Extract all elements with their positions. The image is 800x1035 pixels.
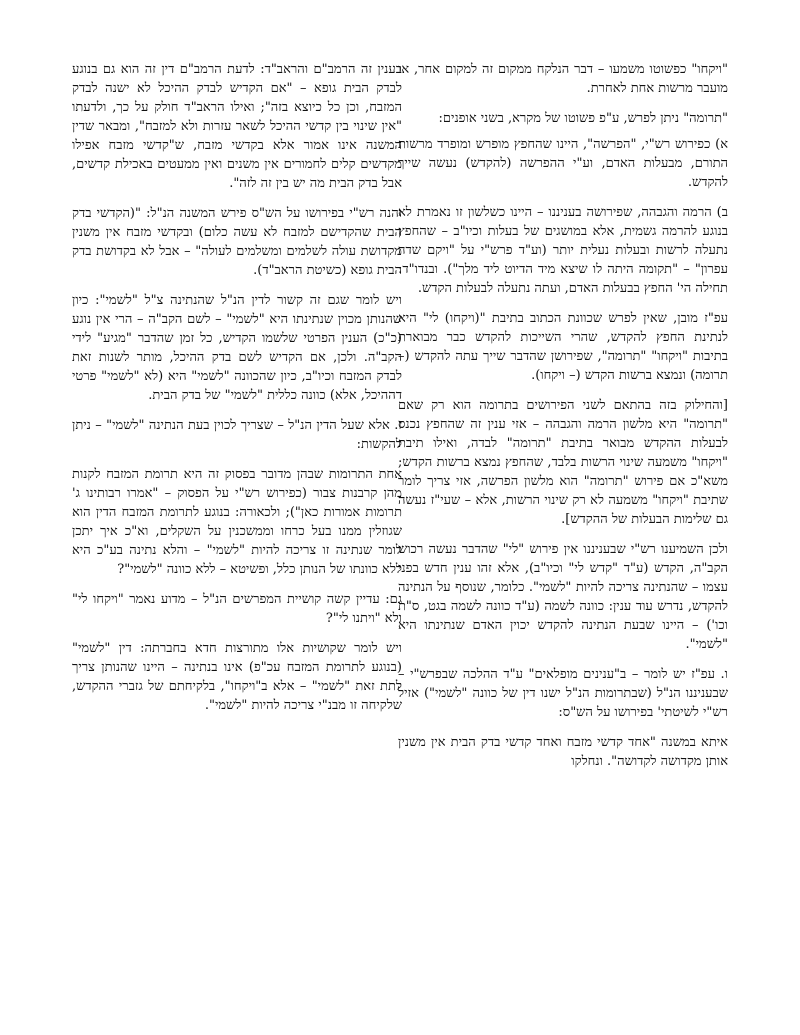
paragraph: עפ"ז מובן, שאין לפרש שכוונת הכתוב בתיבת "(ויקחו) לי" היא לנתינת החפץ להקדש, שהרי השייכות להקדש כבר מבוארת בתיבות "ויקחו" "תרומה", שפירושן שהדבר שייך עתה להקדש (– תרומה) ונמצא ברשות הקדש (– ויקחו). — [398, 311, 728, 383]
left-column — [72, 60, 402, 726]
paragraph: גם: עדיין קשה קושיית המפרשים הנ"ל – מדוע נאמר "ויקחו לי" ולא "ויתנו לי"? — [72, 592, 402, 626]
paragraph: "ויקחו" כפשוטו משמעו – דבר הנלקח ממקום זה למקום אחר, או מועבר מרשות אחת לאחרת. — [398, 62, 728, 96]
paragraph: [והחילוק בזה בהתאם לשני הפירושים בתרומה הוא רק שאם "תרומה" היא מלשון הרמה והגבהה – אזי ענין זה שהחפץ נכנס לבעלות ההקדש מבואר בתיבת "תרומה" לבדה, ואילו תיבת "ויקחו" משמעה שינוי הרשות בלבד, שהחפץ נמצא ברשות הקדש; משא"כ אם פירוש "תרומה" הוא מלשון הפרשה, אזי צריך לומר שתיבת "ויקחו" משמעה לא רק שינוי הרשות, אלא – שעי"ז נעשה גם שלימות הבעלות של ההקדש]. — [398, 398, 728, 527]
paragraph: אחת התרומות שבהן מדובר בפסוק זה היא תרומת המזבח לקנות מהן קרבנות צבור (כפירוש רש"י על הפסוק – "אמרו רבותינו ג' תרומות אמורות כאן"); ולכאורה: בנוגע לתרומת המזבח הדין הוא שגוזלין ממנו בעל כרחו וממשכנין על השקלים, וא"כ איך יתכן לומר שנתינה זו צריכה להיות "לשמי" – והלא נתינה בע"כ היא ללא כוונתו של הנותן כלל, ופשיטא – ללא כוונה "לשמי"? — [72, 467, 402, 577]
paragraph: ויש לומר שגם זה קשור לדין הנ"ל שהנתינה צ"ל "לשמי": כיון שהנותן מכוין שנתינתו היא "לשמי" – לשם הקב"ה – הרי אין נוגע (כ"כ) הענין הפרטי שלשמו הקדיש, כל זמן שהדבר "מגיע" לידי הקב"ה. ולכן, אם הקדיש לשם בדק ההיכל, מותר לשנות זאת לבדק המזבח וכיו"ב, כיון שהכוונה "לשמי" היא (לא "לשמי" פרטי דההיכל, אלא) כוונה כללית "לשמי" של בדק הבית. — [72, 293, 402, 403]
paragraph: ויש לומר שקושיות אלו מתורצות חדא בחברתה: דין "לשמי" (בנוגע לתרומת המזבח עכ"פ) אינו בנתינה – היינו שהנותן צריך לתת זאת "לשמי" – אלא ב"ויקחו", בלקיחתם של גזברי ההקדש, שלקיחה זו מבנ"י צריכה להיות "לשמי". — [72, 641, 402, 713]
paragraph: איתא במשנה "אחד קדשי מזבח ואחד קדשי בדק הבית אין משנין אותן מקדושה לקדושה". ונחלקו — [398, 735, 728, 769]
paragraph: ב) הרמה והגבהה, שפירושה בעניננו – היינו כשלשון זו נאמרת לא בנוגע להרמה גשמית, אלא במושגים של בעלות וכיו"ב – שהחפץ נתעלה לרשות ובעלות נעלית יותר (וע"ד פרש"י על "ויקם שדה עפרון" – "תקומה היתה לו שיצא מיד הדיוט ליד מלך"). ובנדו"ד: תחילה הי' החפץ בבעלות האדם, ועתה נתעלה לבעלות הקדש. — [398, 205, 728, 296]
paragraph: ו. עפ"ז יש לומר – ב"ענינים מופלאים" ע"ד ההלכה שבפרש"י – שבעניננו הנ"ל (שבתרומות הנ"ל ישנו דין של כוונה "לשמי") אזיל רש"י לשיטתי' בפירושו על הש"ס: — [398, 667, 728, 720]
right-column — [398, 60, 728, 782]
paragraph: בענין זה הרמב"ם והראב"ד: לדעת הרמב"ם דין זה הוא גם בנוגע לבדק הבית גופא – "אם הקדיש לבדק ההיכל לא ישנה לבדק המזבח, וכן כל כיוצא בזה"; ואילו הראב"ד חולק על כך, ולדעתו "אין שינוי בין קדשי ההיכל לשאר עזרות ולא למזבח", ומבאר שדין המשנה אינו אמור אלא בקדשי מזבח, ש"קדשי מזבח אפילו מקדשים קלים לחמורים אין משנים ואין ממעטים באכילת קדשים, אבל בדק הבית מה יש בין זה לזה". — [72, 62, 402, 191]
paragraph: ולכן השמיענו רש"י שבעניננו אין פירוש "לי" שהדבר נעשה רכוש הקב"ה, הקדש (ע"ד "קדש לי" וכיו"ב), אלא זהו ענין חדש בפני עצמו – שהנתינה צריכה להיות "לשמי". כלומר, שנוסף על הנתינה להקדש, נדרש עוד ענין: כוונה לשמה (ע"ד כוונה לשמה בגט, ס"ת וכו') – היינו שבעת הנתינה להקדש יכוין האדם שנתינתו היא "לשמי". — [398, 542, 728, 652]
paragraph: "תרומה" ניתן לפרש, ע"פ פשוטו של מקרא, בשני אופנים: — [438, 111, 728, 126]
paragraph: א) כפירוש רש"י, "הפרשה", היינו שהחפץ מופרש ומופרד מרשות התורם, מבעלות האדם, וע"י ההפרשה (להקדש) נעשה שייך להקדש. — [398, 137, 728, 190]
paragraph: והנה רש"י בפירושו על הש"ס פירש המשנה הנ"ל: "(הקדשי בדק הבית שהקדישם למזבח לא עשה כלום) ובקדשי מזבח אין משנין מקדושת עולה לשלמים ומשלמים לעולה" – אבל לא בקדושת בדק הבית גופא (כשיטת הראב"ד). — [72, 206, 402, 278]
paragraph: ז. אלא שעל הדין הנ"ל – שצריך לכוין בעת הנתינה "לשמי" – ניתן להקשות: — [72, 418, 402, 452]
